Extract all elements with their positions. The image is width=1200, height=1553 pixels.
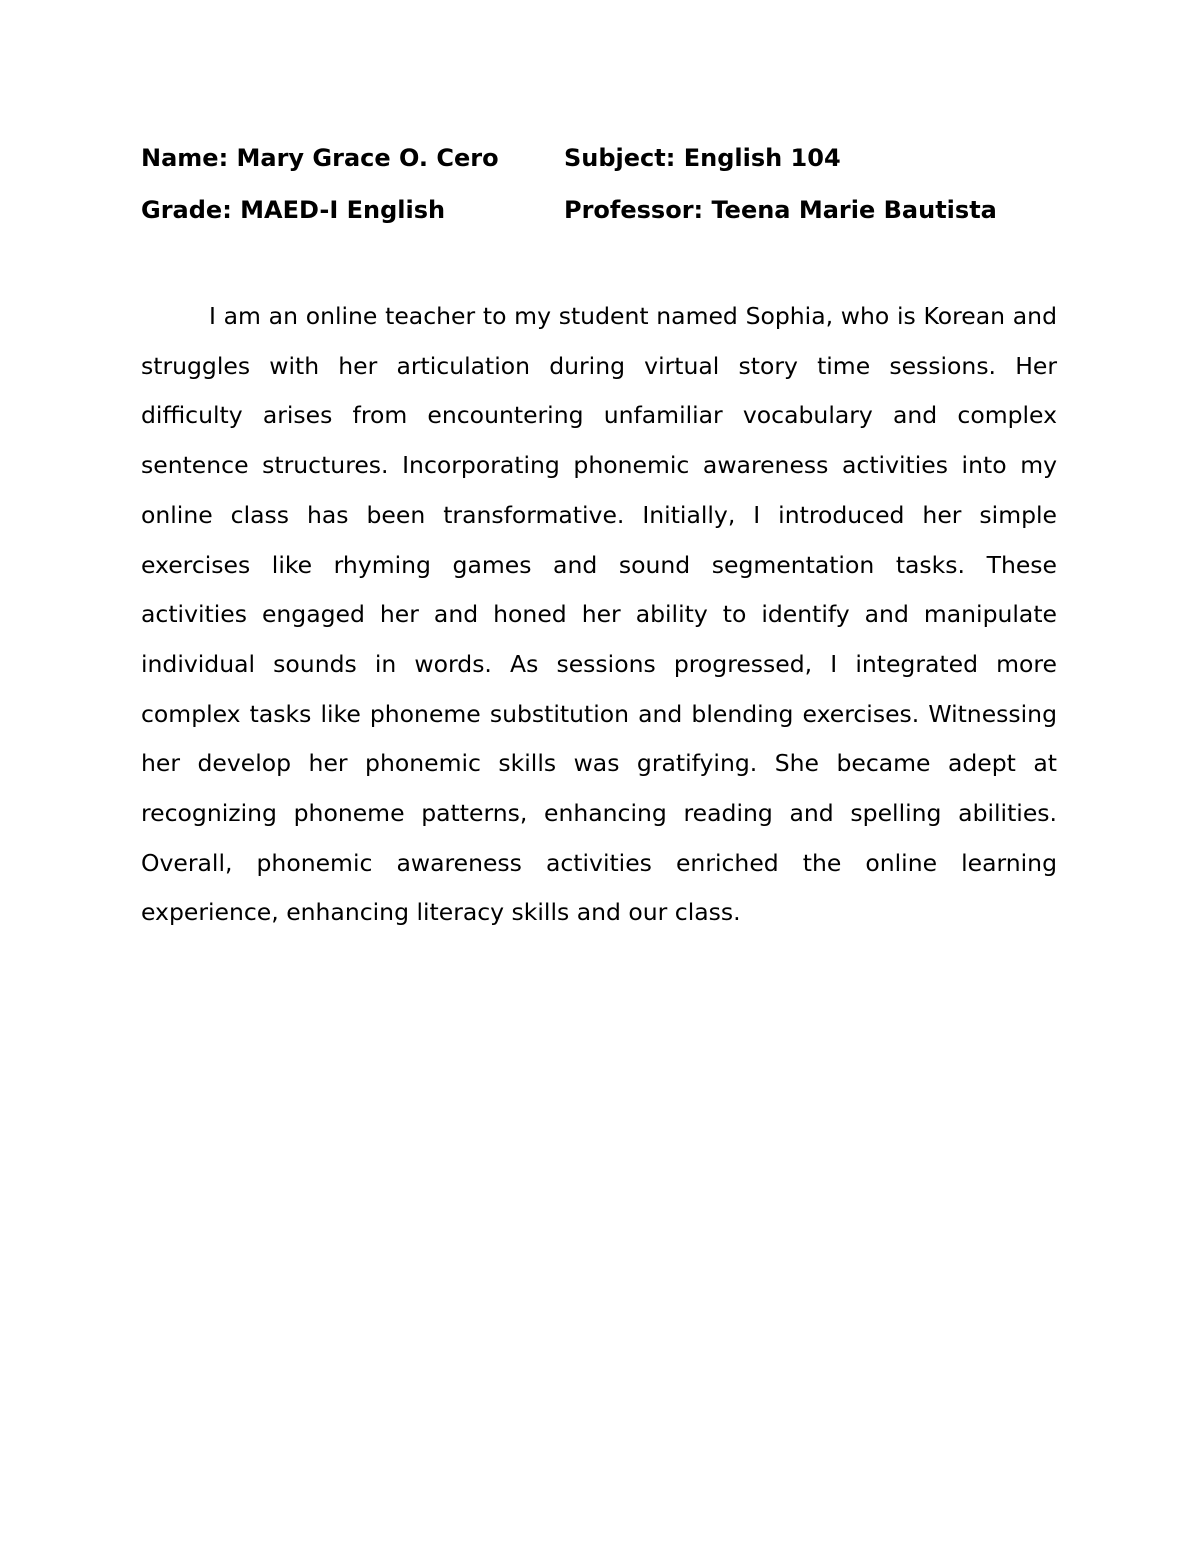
header-row-2	[141, 190, 1061, 242]
subject-field: Subject: English 104	[564, 144, 841, 172]
student-name: Name: Mary Grace O. Cero	[141, 144, 499, 172]
document-header	[141, 138, 1061, 242]
grade-field: Grade: MAED-I English	[141, 196, 446, 224]
professor-field: Professor: Teena Marie Bautista	[564, 196, 997, 224]
body-paragraph: I am an online teacher to my student named Sophia, who is Korean and struggles with her articulation during virtual story time sessions. Her difficulty arises from encountering unfamiliar vocabulary and complex sentence structures. Incorporating phonemic awareness activities into my online class has been transformative. Initially, I introduced her simple exercises like rhyming games and sound segmentation tasks. These activities engaged her and honed her ability to identify and manipulate individual sounds in words. As sessions progressed, I integrated more complex tasks like phoneme substitution and blending exercises. Witnessing her develop her phonemic skills was gratifying. She became adept at recognizing phoneme patterns, enhancing reading and spelling abilities. Overall, phonemic awareness activities enriched the online learning experience, enhancing literacy skills and our class.	[141, 302, 1057, 927]
header-row-1	[141, 138, 1061, 190]
